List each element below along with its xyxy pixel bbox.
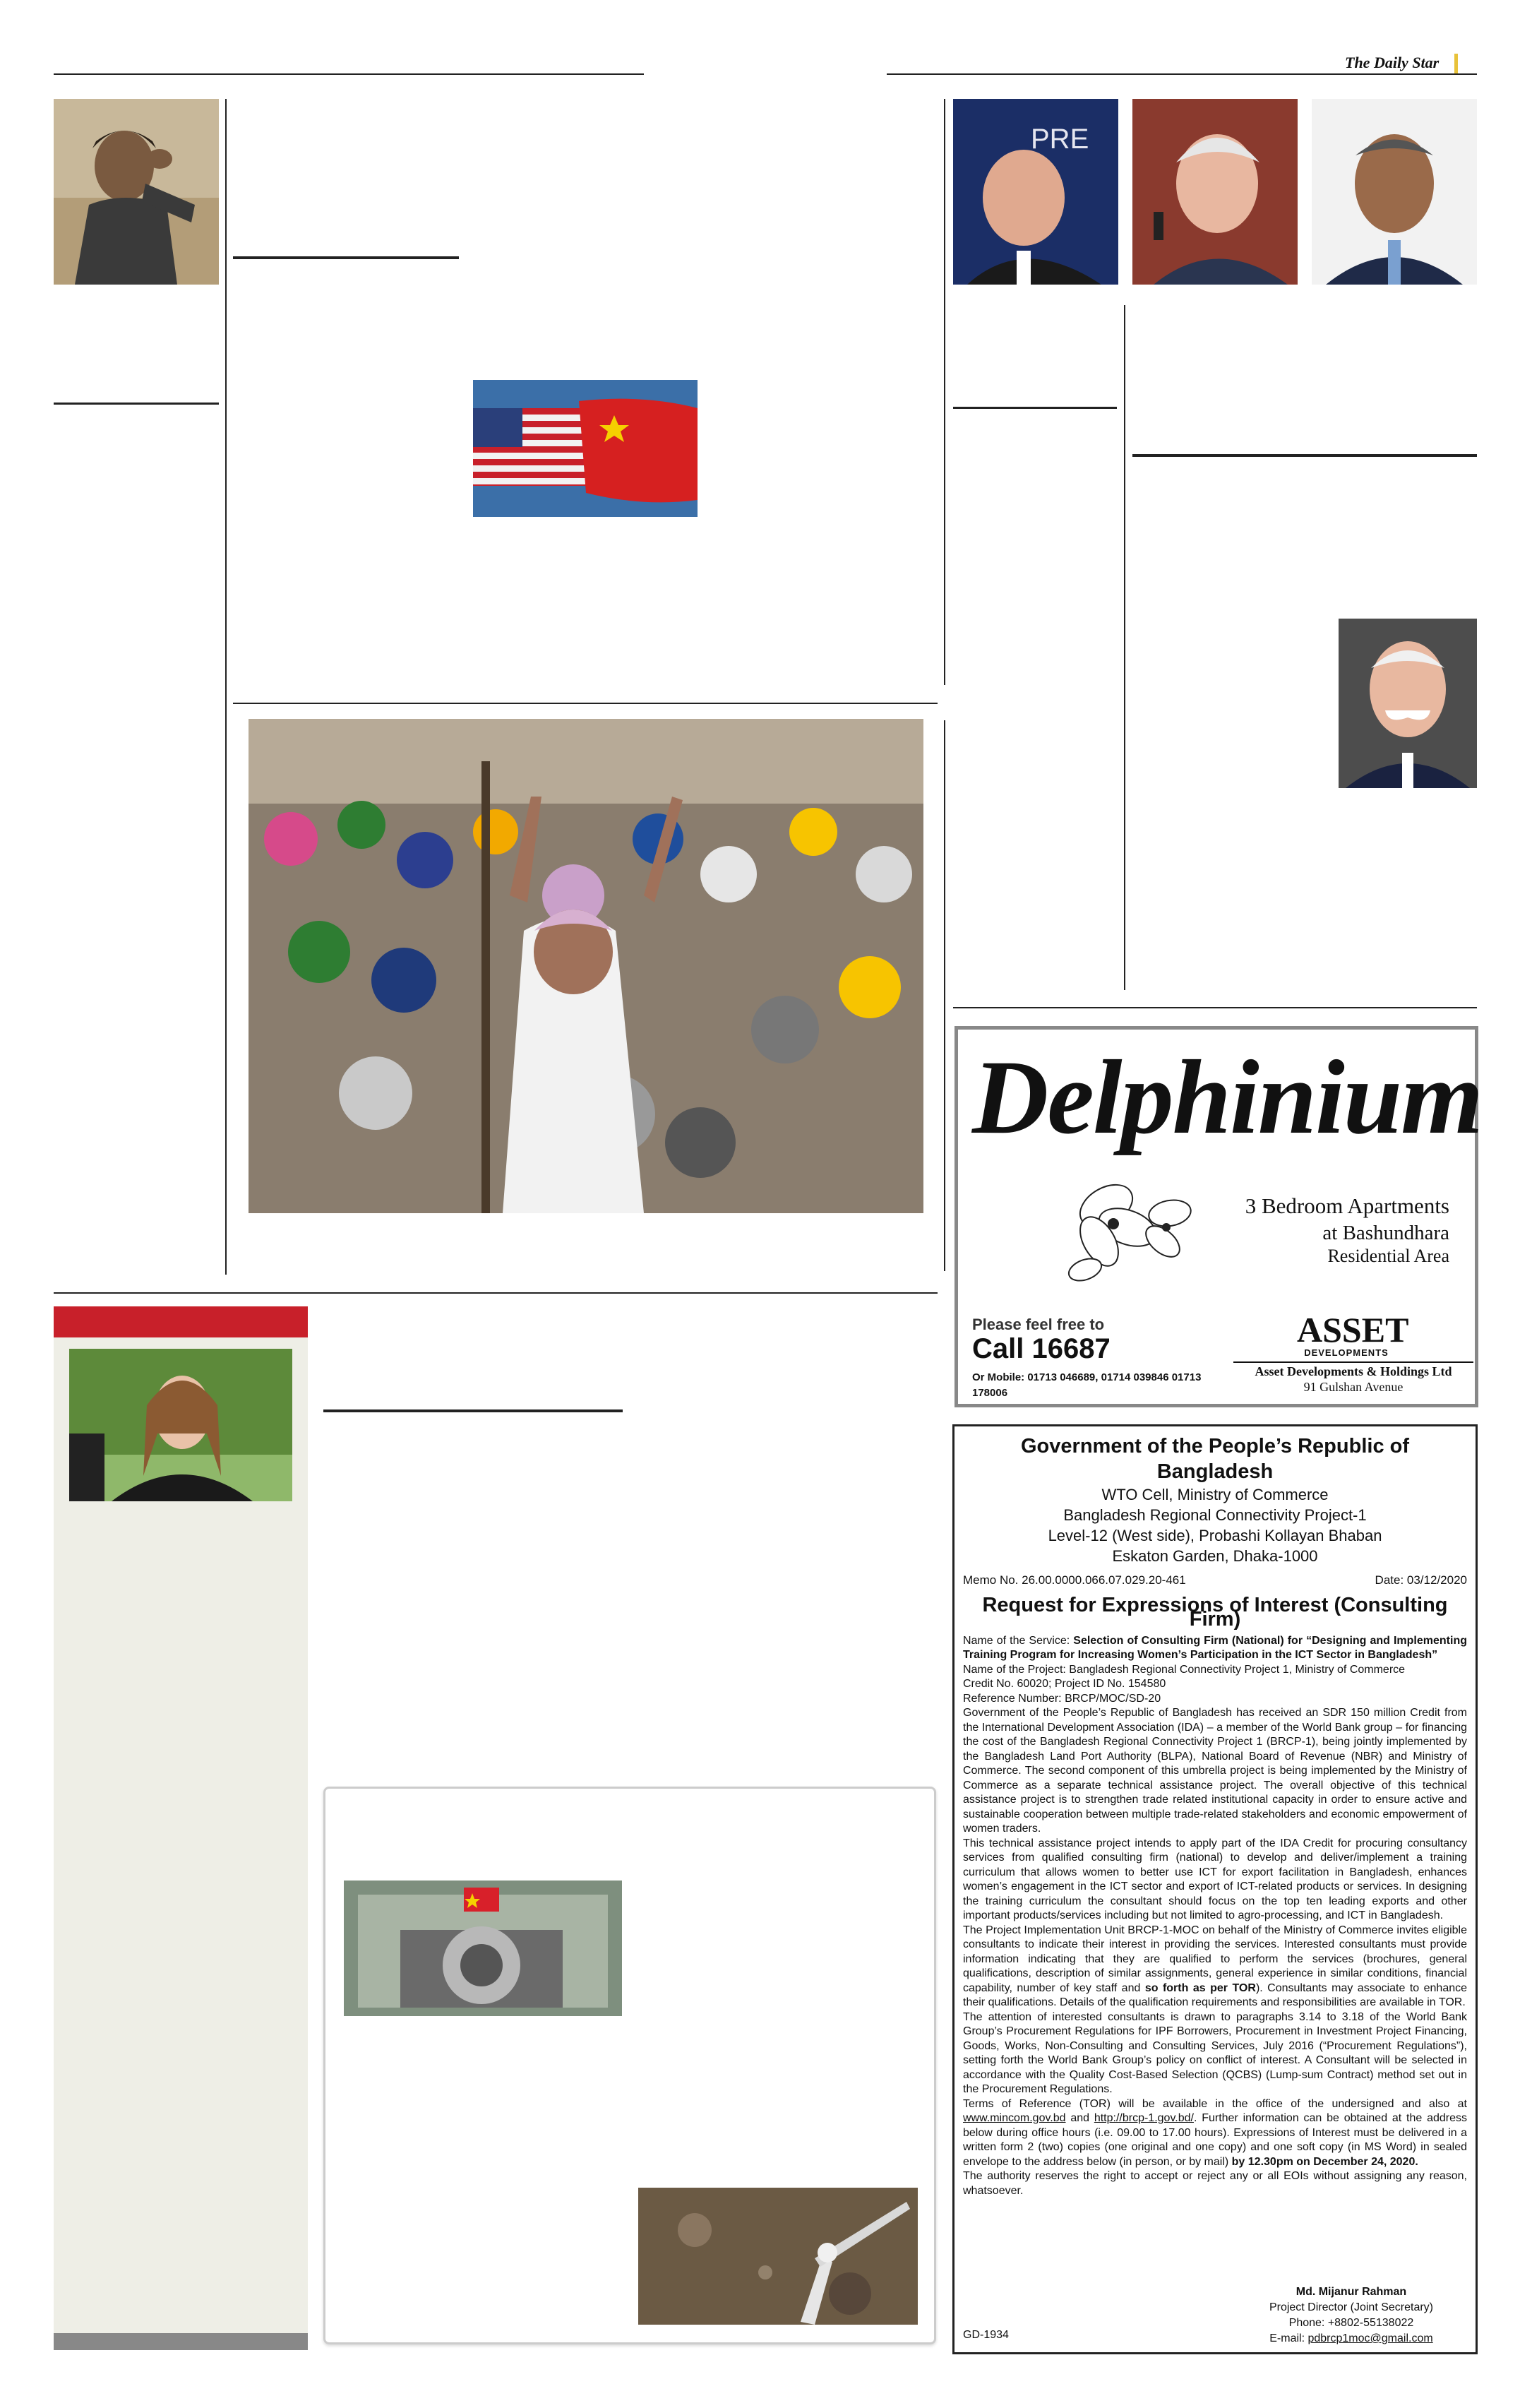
president-photo-3 (1312, 99, 1477, 285)
service-line (963, 1634, 1467, 1663)
signer-email (1269, 2331, 1433, 2347)
signer-name: Md. Mijanur Rahman (1295, 2286, 1407, 2298)
call-number[interactable]: Call 16687 (972, 1333, 1111, 1364)
headline-rule-5 (323, 1409, 623, 1412)
company-name: Asset Developments & Holdings Ltd (1233, 1361, 1473, 1379)
gd-code: GD-1934 (963, 2328, 1009, 2341)
delphinium-advertisement (954, 1026, 1482, 1407)
headline-rule-2 (54, 403, 219, 405)
asset-logo-bottom: DEVELOPMENTS (1304, 1347, 1389, 1358)
masthead-logo: The Daily Star (1345, 54, 1440, 71)
paragraph-2: This technical assistance project intends to apply part of the IDA Credit for procuring consultancy services from qualified consulting firm (national) to develop and deliver/implement a training curriculum that allows women to better use ICT for export facilitation in Bangladesh, enhances women’s engagement in the ICT sector and export of ICT-related products or services. In designing the training curriculum the consultant should focus on the top ten leading exports and other important products/services including but not limited to agro-processing, and ICT in Bangladesh. (963, 1837, 1467, 1921)
brcp-link[interactable]: http://brcp-1.gov.bd/ (1094, 2112, 1194, 2124)
column-rule-2 (944, 99, 945, 685)
column-rule-1 (225, 99, 227, 1275)
section-rule-3 (953, 1007, 1477, 1008)
company-address: 91 Gulshan Avenue (1303, 1380, 1404, 1394)
para5-and: and (1065, 2112, 1094, 2124)
paragraph-6: The authority reserves the right to accept or reject any or all EOIs without assigning any reason, whatsoever. (963, 2170, 1467, 2197)
para3-part-c: ). Consultants may associate to enhance their qualifications. Details of the qualification requirements and responsibilities are available in TOR. (963, 1981, 1468, 2008)
ad-line-1: 3 Bedroom Apartments (1245, 1193, 1449, 1218)
asset-logo (1297, 1310, 1409, 1363)
headline-rule-1 (233, 256, 459, 259)
gov-sub-1: WTO Cell, Ministry of Commerce (1101, 1486, 1329, 1503)
headline-rule-3 (953, 407, 1117, 409)
sidebar-grey-bar (54, 2333, 308, 2350)
signer-phone: Phone: +8802-55138022 (1288, 2317, 1414, 2329)
column-rule-3 (944, 720, 945, 1271)
president-photo-1 (953, 99, 1118, 285)
gov-sub-4: Eskaton Garden, Dhaka-1000 (1112, 1547, 1318, 1565)
email-link[interactable]: pdbrcp1moc@gmail.com (1307, 2332, 1433, 2344)
svg-text:PRE: PRE (1031, 124, 1089, 155)
delphinium-logo: Delphinium (972, 1039, 1482, 1156)
flower-icon (1050, 1164, 1212, 1291)
signature-block (1269, 2284, 1433, 2347)
paragraph-3 (963, 1924, 1467, 2010)
section-rule-2 (54, 1292, 938, 1294)
para5-deadline: by 12.30pm on December 24, 2020. (1231, 2155, 1418, 2168)
para5-part-b: . Further information can be obtained at the address below during office hours (i.e. 09.00 to 17.00 hours). Expressions of Interest must be delivered in a written form 2 (two) copies (one original and one copy) and one soft copy (in MS Word) in sealed envelope to the address below (in person, or by mail) (963, 2112, 1467, 2168)
moon-surface-photo (638, 2188, 918, 2325)
top-rule-left (54, 73, 644, 75)
para3-part-a: The Project Implementation Unit BRCP-1-MOC on behalf of the Ministry of Commerce invites eligible consultants to indicate their interest in providing the services. Interested consultants must provide information indicating that they are qualified to perform the services (brochures, general qualifications, description of similar assignments, general experience in similar conditions, financial capability, number of key staff and (963, 1924, 1467, 1994)
email-label: E-mail: (1269, 2332, 1308, 2344)
headline-rule-4 (1132, 454, 1477, 457)
asset-logo-top: ASSET (1297, 1310, 1409, 1349)
gov-sub-3: Level-12 (West side), Probashi Kollayan Bhaban (1048, 1527, 1382, 1544)
section-rule-1 (233, 703, 938, 704)
gov-title: Government of the People’s Republic of Bangladesh (1021, 1435, 1409, 1483)
gov-sub-2: Bangladesh Regional Connectivity Project-1 (1063, 1506, 1367, 1524)
request-heading: Request for Expressions of Interest (Consulting Firm) (982, 1593, 1448, 1631)
service-value: Selection of Consulting Firm (National) for “Designing and Implementing Training Program for Increasing Women’s Participation in the ICT Sector in Bangladesh” (963, 1634, 1467, 1661)
farmers-protest-photo (249, 719, 923, 1213)
president-photo-2 (1132, 99, 1298, 285)
credit-line: Credit No. 60020; Project ID No. 154580 (963, 1678, 1166, 1690)
masthead-accent (1454, 54, 1458, 75)
signer-title: Project Director (Joint Secretary) (1269, 2301, 1433, 2313)
column-rule-4 (1124, 305, 1125, 990)
call-prompt: Please feel free to (972, 1316, 1105, 1333)
paragraph-4: The attention of interested consultants is drawn to paragraphs 3.14 to 3.18 of the World Bank Group’s Procurement Regulations for IPF Borrowers, Procurement in Investment Project Financing, Goods, Works, Non-Consulting and Consulting Services, July 2016 (“Procurement Regulations”), setting forth the World Bank Group’s policy on conflict of interest. A Consultant will be selected in accordance with the Quality Cost-Based Selection (QCBS) (Lump-sum Contract) method set out in the Procurement Regulations. (963, 2010, 1467, 2095)
memo-number: Memo No. 26.00.0000.066.07.029.20-461 (963, 1573, 1186, 1587)
government-tender-notice (952, 1424, 1478, 2354)
sidebar-red-bar (54, 1306, 308, 1337)
paragraph-1: Government of the People’s Republic of Bangladesh has received an SDR 150 million Credit from the International Development Association (IDA) – a member of the World Bank group – for financing the cost of the Bangladesh Regional Connectivity Project 1 (BRCP-1), being jointly implemented by the Bangladesh Land Port Authority (BLPA), National Board of Revenue (NBR) and Ministry of Commerce. The second component of this umbrella project is being implemented by the Ministry of Commerce as a separate technical assistance project. The overall objective of this technical assistance project is to strengthen trade related institutional capacity in order to ensure active and sustainable cooperation between multiple trade-related stakeholders and economic empowerment of women traders. (963, 1707, 1467, 1835)
service-label: Name of the Service: (963, 1634, 1074, 1647)
biden-photo (1339, 619, 1477, 788)
paragraph-5 (963, 2097, 1467, 2170)
memo-date: Date: 03/12/2020 (1375, 1573, 1467, 1587)
top-rule-right (887, 73, 1477, 75)
ad-line-2: at Bashundhara (1322, 1222, 1449, 1244)
ad-line-3: Residential Area (1327, 1246, 1449, 1266)
project-line: Name of the Project: Bangladesh Regional Connectivity Project 1, Ministry of Commerce (963, 1663, 1406, 1676)
us-china-flags-photo (473, 380, 698, 517)
mincom-link[interactable]: www.mincom.gov.bd (963, 2112, 1066, 2124)
reference-line: Reference Number: BRCP/MOC/SD-20 (963, 1692, 1161, 1705)
reporter-photo (69, 1349, 292, 1501)
para3-part-b: so forth as per TOR (1144, 1981, 1256, 1994)
mobile-numbers: Or Mobile: 01713 046689, 01714 039846 01713 178006 (972, 1371, 1202, 1399)
para5-part-a: Terms of Reference (TOR) will be available in the office of the undersigned and also at (963, 2097, 1467, 2110)
lab-machine-photo (344, 1880, 622, 2016)
child-photo (54, 99, 219, 285)
